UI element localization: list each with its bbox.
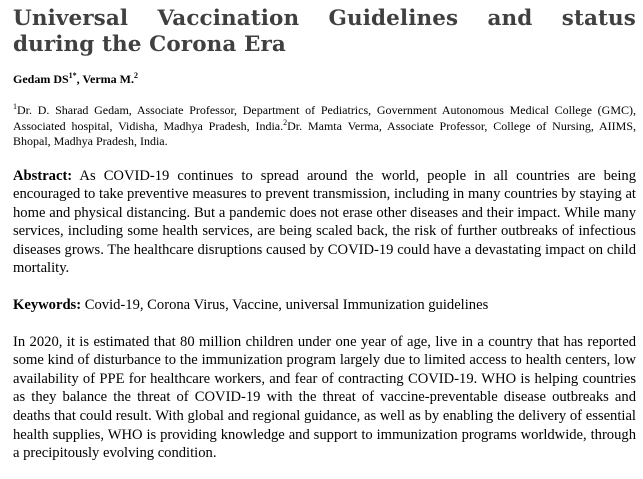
body-paragraph-1: In 2020, it is estimated that 80 million children under one year of age, live in a country that has reported some kind of disturbance to the immunization program largely due to limited access to health centers, low availability of PPE for healthcare workers, and fear of contracting COVID-19. WHO is helping countries as they balance the threat of COVID-19 with the threat of vaccine-preventable disease outbreaks and deaths that could result. With global and regional guidance, as well as by enabling the delivery of essential health supplies, WHO is providing knowledge and support to immunization programs worldwide, through a precipitously evolving condition. <box>13 333 636 462</box>
author-2-name: Verma M. <box>82 72 135 86</box>
keywords-label: Keywords: <box>13 297 82 314</box>
affiliation-1-sup: 1 <box>13 102 17 111</box>
affiliation-2-sup: 2 <box>283 117 288 127</box>
paper-title: Universal Vaccination Guidelines and status during the Corona Era <box>13 6 636 57</box>
keywords-text: Covid-19, Corona Virus, Vaccine, universal Immunization guidelines <box>81 297 489 314</box>
affiliation-1-text: Dr. D. Sharad Gedam, Associate Professor, Department of Pediatrics, Government Autonomous Medical College (GMC), Associated hospital, Vidisha, Madhya Pradesh, India. <box>13 103 636 133</box>
affiliation-2-text: Dr. Mamta Verma, Associate Professor, College of Nursing, AIIMS, Bhopal, Madhya Pradesh, India. <box>13 118 636 148</box>
affiliations <box>13 103 636 150</box>
author-separator: , <box>76 72 83 86</box>
author-1-sup: 1* <box>68 71 77 80</box>
author-1-name: Gedam DS <box>13 72 69 86</box>
author-2-sup: 2 <box>134 71 139 80</box>
abstract-paragraph <box>13 167 636 279</box>
keywords-paragraph <box>13 296 636 315</box>
abstract-label: Abstract: <box>13 167 73 184</box>
abstract-text: As COVID-19 continues to spread around the world, people in all countries are being encouraged to take preventive measures to prevent transmission, including in many countries by staying at home and physical distancing. But a pandemic does not erase other diseases and their impact. While many services, including some health services, are being scaled back, the risk of further outbreaks of infectious diseases grows. The healthcare disruptions caused by COVID-19 could have a devastating impact on child mortality. <box>13 167 636 277</box>
author-line <box>13 72 636 87</box>
